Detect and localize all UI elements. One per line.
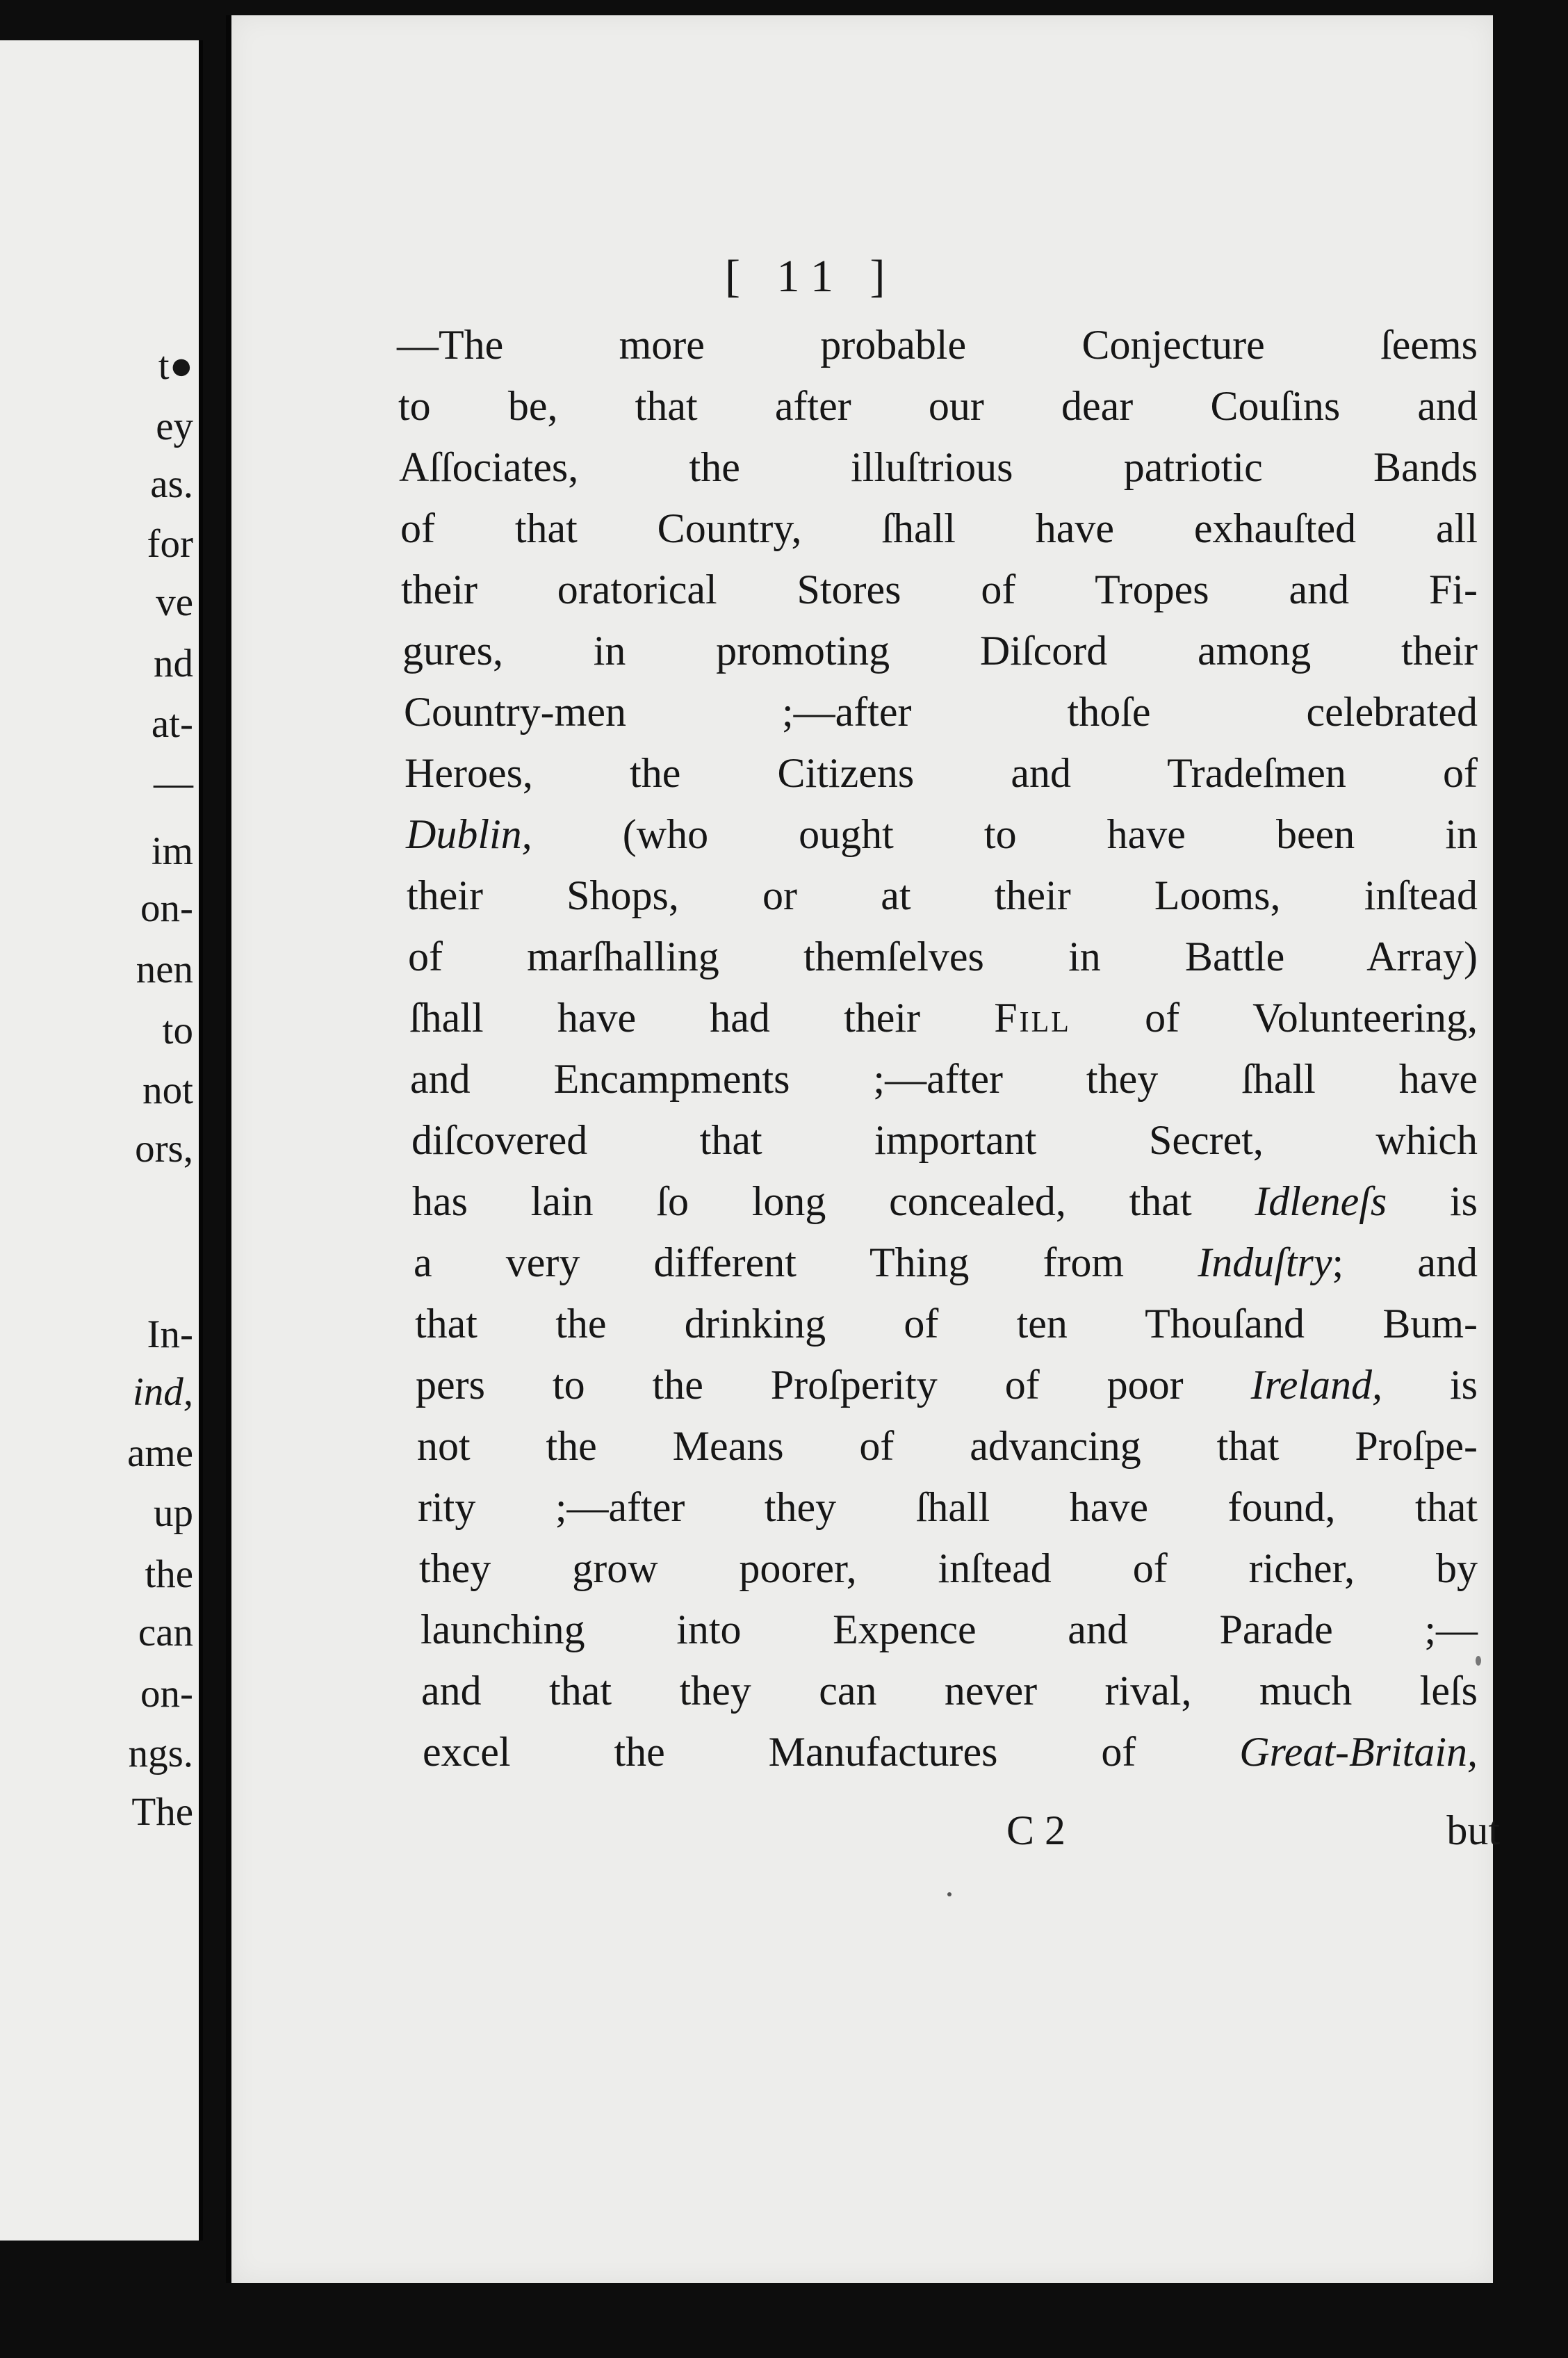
text-line <box>397 559 1478 620</box>
facing-page-line-fragment: at- <box>151 702 193 746</box>
text-line <box>397 987 1478 1048</box>
text-run: (who ought to have been in <box>532 811 1478 857</box>
italic-word: Ireland, <box>1250 1362 1383 1408</box>
text-run: to be, that after our dear Couſins and <box>398 383 1478 429</box>
text-run: of marſhalling themſelves in Battle Array) <box>408 934 1478 979</box>
italic-word: Dublin, <box>406 811 532 857</box>
text-run: rity ;—after they ſhall have found, that <box>418 1484 1478 1530</box>
text-run: their oratorical Stores of Tropes and Fi- <box>401 567 1478 612</box>
facing-page-line-fragment: t● <box>158 344 193 388</box>
facing-page-line-fragment: can <box>138 1611 193 1654</box>
text-run: Aſſociates, the illuſtrious patriotic Bands <box>399 444 1478 490</box>
text-line <box>397 1721 1478 1782</box>
text-run: launching into Expence and Parade ;— <box>420 1607 1478 1652</box>
facing-page-line-fragment: ngs. <box>128 1732 193 1775</box>
text-line <box>397 375 1478 437</box>
italic-word: Induſtry <box>1198 1239 1332 1285</box>
facing-page-line-fragment: — <box>154 761 193 805</box>
text-line <box>397 1171 1478 1232</box>
page-footer <box>419 1807 1500 1869</box>
text-line <box>397 1232 1478 1293</box>
facing-page-line-fragment: im <box>151 829 193 873</box>
text-run: Country-men ;—after thoſe celebrated <box>404 689 1478 735</box>
paper-speck <box>1476 1656 1481 1666</box>
text-run: diſcovered that important Secret, which <box>411 1117 1478 1163</box>
facing-page-line-fragment: up <box>154 1491 193 1535</box>
facing-page-line-fragment: nd <box>154 642 193 685</box>
text-run: they grow poorer, inſtead of richer, by <box>419 1545 1478 1591</box>
text-line <box>397 1109 1478 1171</box>
facing-page-line-fragment: on- <box>140 886 193 930</box>
text-line <box>397 1477 1478 1538</box>
facing-page-line-fragment: as. <box>150 462 193 506</box>
text-line <box>397 681 1478 742</box>
text-run: excel the Manufactures of <box>423 1729 1240 1775</box>
italic-word: Great-Britain, <box>1239 1729 1478 1775</box>
text-run: —The more probable Conjecture ſeems <box>397 322 1478 368</box>
text-line <box>397 804 1478 865</box>
text-line <box>397 1538 1478 1599</box>
text-run: of that Country, ſhall have exhauſted all <box>400 505 1478 551</box>
facing-page-line-fragment: ve <box>156 580 193 624</box>
text-line <box>397 1660 1478 1721</box>
italic-word: Idleneſs <box>1255 1178 1387 1224</box>
text-run: gures, in promoting Diſcord among their <box>402 628 1478 674</box>
text-run: that the drinking of ten Thouſand Bum- <box>415 1301 1478 1347</box>
text-line <box>397 742 1478 804</box>
text-run: pers to the Proſperity of poor <box>416 1362 1251 1408</box>
text-run: of Volunteering, <box>1070 995 1478 1041</box>
facing-page-line-fragment: to <box>162 1009 193 1052</box>
text-run: Heroes, the Citizens and Tradeſmen of <box>405 750 1478 796</box>
facing-page-fragment <box>0 40 203 2241</box>
text-run: their Shops, or at their Looms, inſtead <box>407 872 1478 918</box>
text-line <box>397 437 1478 498</box>
facing-page-line-fragment: ey <box>156 405 193 448</box>
text-line <box>397 1415 1478 1477</box>
text-run: a very different Thing from <box>414 1239 1198 1285</box>
text-line <box>397 498 1478 559</box>
body-text <box>397 314 1478 1782</box>
text-run: ; and <box>1332 1239 1478 1285</box>
catchword: but <box>1446 1807 1500 1853</box>
text-run: not the Means of advancing that Proſpe- <box>417 1423 1478 1469</box>
small-caps-word: Fill <box>994 995 1071 1041</box>
text-run: has lain ſo long concealed, that <box>412 1178 1255 1224</box>
facing-page-line-fragment: ind, <box>132 1370 193 1414</box>
facing-page-line-fragment: In- <box>147 1312 193 1356</box>
text-run: is <box>1382 1362 1478 1408</box>
text-line <box>397 865 1478 926</box>
signature-mark: C 2 <box>1006 1807 1066 1853</box>
facing-page-line-fragment: nen <box>136 948 193 991</box>
text-line <box>397 1354 1478 1415</box>
text-run: is <box>1387 1178 1478 1224</box>
text-line <box>397 926 1478 987</box>
text-line <box>397 620 1478 681</box>
text-line <box>397 1599 1478 1660</box>
text-line <box>397 314 1478 375</box>
facing-page-line-fragment: ame <box>127 1431 193 1475</box>
page-11 <box>226 15 1500 2283</box>
text-run: ſhall have had their <box>409 995 995 1041</box>
paper-speck <box>947 1892 952 1896</box>
facing-page-line-fragment: ors, <box>135 1127 193 1171</box>
text-run: and Encampments ;—after they ſhall have <box>410 1056 1478 1102</box>
text-run: and that they can never rival, much leſs <box>421 1668 1478 1714</box>
text-line <box>397 1048 1478 1109</box>
facing-page-line-fragment: on- <box>140 1672 193 1716</box>
facing-page-line-fragment: the <box>145 1552 193 1596</box>
facing-page-line-fragment: not <box>142 1068 193 1112</box>
facing-page-line-fragment: The <box>131 1790 193 1834</box>
facing-page-line-fragment: for <box>147 522 193 566</box>
text-line <box>397 1293 1478 1354</box>
page-number-header: [ 11 ] <box>725 251 898 302</box>
